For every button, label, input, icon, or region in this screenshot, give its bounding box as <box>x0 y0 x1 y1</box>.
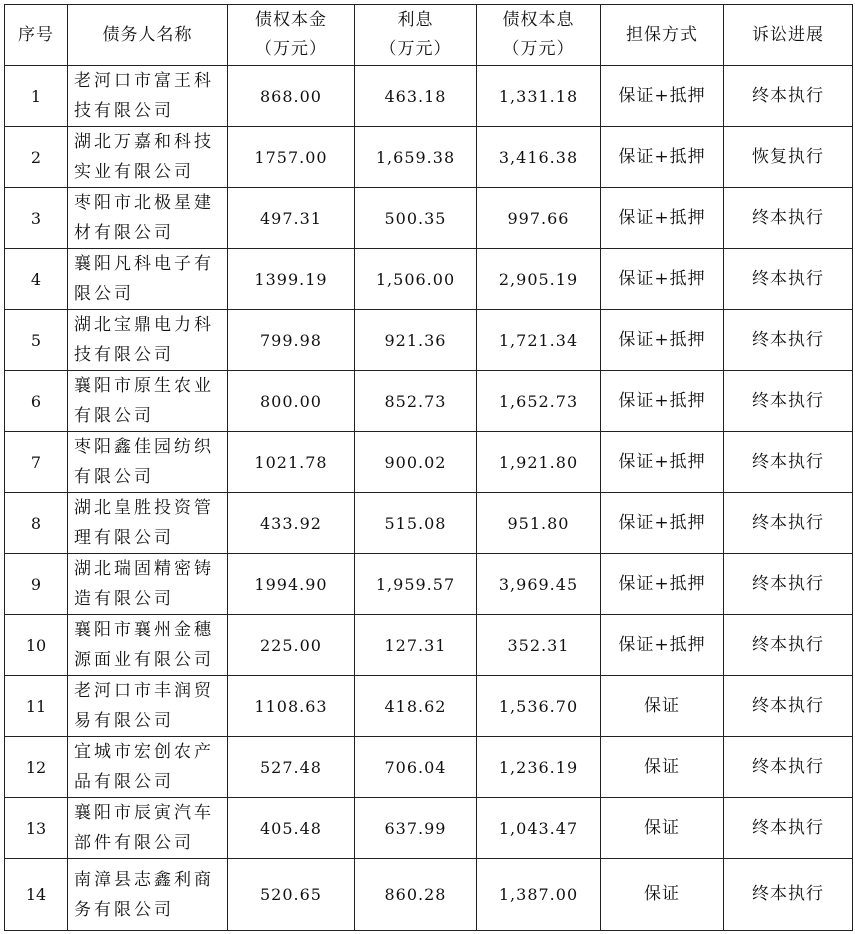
cell-debtor-name: 南漳县志鑫利商务有限公司 <box>68 859 228 931</box>
cell-debtor-name: 老河口市富王科技有限公司 <box>68 66 228 127</box>
header-total-unit: （万元） <box>502 39 575 59</box>
cell-total: 997.66 <box>477 188 601 249</box>
header-total-label: 债权本息 <box>502 10 575 30</box>
cell-debtor-name: 宜城市宏创农产品有限公司 <box>68 737 228 798</box>
table-row <box>5 249 853 310</box>
cell-total: 1,536.70 <box>477 676 601 737</box>
debt-table <box>4 4 853 931</box>
cell-guarantee: 保证+抵押 <box>601 188 724 249</box>
cell-principal: 800.00 <box>228 371 355 432</box>
cell-principal: 433.92 <box>228 493 355 554</box>
cell-interest: 921.36 <box>355 310 477 371</box>
cell-interest: 1,659.38 <box>355 127 477 188</box>
table-row <box>5 615 853 676</box>
table-row <box>5 798 853 859</box>
cell-total: 1,921.80 <box>477 432 601 493</box>
cell-guarantee: 保证+抵押 <box>601 554 724 615</box>
cell-index: 7 <box>5 432 68 493</box>
cell-litigation: 终本执行 <box>724 554 853 615</box>
cell-debtor-name: 湖北瑞固精密铸造有限公司 <box>68 554 228 615</box>
cell-debtor-name: 湖北万嘉和科技实业有限公司 <box>68 127 228 188</box>
cell-interest: 500.35 <box>355 188 477 249</box>
cell-index: 10 <box>5 615 68 676</box>
cell-index: 8 <box>5 493 68 554</box>
cell-guarantee: 保证+抵押 <box>601 615 724 676</box>
cell-principal: 1399.19 <box>228 249 355 310</box>
cell-debtor-name: 湖北宝鼎电力科技有限公司 <box>68 310 228 371</box>
cell-litigation: 终本执行 <box>724 310 853 371</box>
cell-interest: 900.02 <box>355 432 477 493</box>
cell-litigation: 终本执行 <box>724 188 853 249</box>
cell-principal: 497.31 <box>228 188 355 249</box>
cell-total: 1,043.47 <box>477 798 601 859</box>
cell-guarantee: 保证+抵押 <box>601 127 724 188</box>
table-row <box>5 859 853 931</box>
cell-debtor-name: 湖北皇胜投资管理有限公司 <box>68 493 228 554</box>
cell-guarantee: 保证+抵押 <box>601 66 724 127</box>
cell-index: 9 <box>5 554 68 615</box>
cell-guarantee: 保证 <box>601 676 724 737</box>
cell-total: 1,721.34 <box>477 310 601 371</box>
header-interest <box>355 5 477 66</box>
cell-total: 3,416.38 <box>477 127 601 188</box>
header-guarantee: 担保方式 <box>601 5 724 66</box>
header-litigation: 诉讼进展 <box>724 5 853 66</box>
cell-index: 4 <box>5 249 68 310</box>
cell-interest: 860.28 <box>355 859 477 931</box>
cell-index: 5 <box>5 310 68 371</box>
table-row <box>5 188 853 249</box>
cell-total: 1,331.18 <box>477 66 601 127</box>
cell-total: 1,652.73 <box>477 371 601 432</box>
header-principal <box>228 5 355 66</box>
cell-total: 1,387.00 <box>477 859 601 931</box>
cell-debtor-name: 襄阳市原生农业有限公司 <box>68 371 228 432</box>
cell-litigation: 终本执行 <box>724 798 853 859</box>
header-row <box>5 5 853 66</box>
header-principal-label: 债权本金 <box>255 10 327 30</box>
cell-guarantee: 保证 <box>601 859 724 931</box>
cell-litigation: 终本执行 <box>724 371 853 432</box>
cell-principal: 1021.78 <box>228 432 355 493</box>
cell-litigation: 终本执行 <box>724 859 853 931</box>
table-row <box>5 127 853 188</box>
cell-litigation: 终本执行 <box>724 432 853 493</box>
cell-debtor-name: 枣阳鑫佳园纺织有限公司 <box>68 432 228 493</box>
cell-guarantee: 保证+抵押 <box>601 249 724 310</box>
header-total <box>477 5 601 66</box>
cell-index: 12 <box>5 737 68 798</box>
header-debtor-name: 债务人名称 <box>68 5 228 66</box>
cell-principal: 225.00 <box>228 615 355 676</box>
cell-principal: 520.65 <box>228 859 355 931</box>
header-interest-label: 利息 <box>397 10 434 30</box>
cell-guarantee: 保证+抵押 <box>601 432 724 493</box>
cell-principal: 799.98 <box>228 310 355 371</box>
table-row <box>5 66 853 127</box>
table-row <box>5 310 853 371</box>
table-row <box>5 371 853 432</box>
cell-index: 2 <box>5 127 68 188</box>
cell-interest: 127.31 <box>355 615 477 676</box>
cell-litigation: 终本执行 <box>724 249 853 310</box>
cell-litigation: 终本执行 <box>724 493 853 554</box>
cell-interest: 1,506.00 <box>355 249 477 310</box>
cell-debtor-name: 枣阳市北极星建材有限公司 <box>68 188 228 249</box>
cell-index: 14 <box>5 859 68 931</box>
cell-interest: 852.73 <box>355 371 477 432</box>
cell-interest: 637.99 <box>355 798 477 859</box>
cell-guarantee: 保证+抵押 <box>601 493 724 554</box>
cell-litigation: 终本执行 <box>724 737 853 798</box>
cell-principal: 1757.00 <box>228 127 355 188</box>
cell-index: 1 <box>5 66 68 127</box>
cell-guarantee: 保证 <box>601 737 724 798</box>
cell-guarantee: 保证+抵押 <box>601 310 724 371</box>
cell-guarantee: 保证+抵押 <box>601 371 724 432</box>
cell-interest: 418.62 <box>355 676 477 737</box>
cell-index: 6 <box>5 371 68 432</box>
cell-debtor-name: 襄阳市辰寅汽车部件有限公司 <box>68 798 228 859</box>
cell-index: 3 <box>5 188 68 249</box>
cell-interest: 463.18 <box>355 66 477 127</box>
cell-total: 3,969.45 <box>477 554 601 615</box>
cell-litigation: 恢复执行 <box>724 127 853 188</box>
table-body <box>5 66 853 931</box>
cell-principal: 1108.63 <box>228 676 355 737</box>
cell-principal: 1994.90 <box>228 554 355 615</box>
cell-principal: 405.48 <box>228 798 355 859</box>
table-row <box>5 676 853 737</box>
cell-litigation: 终本执行 <box>724 676 853 737</box>
cell-principal: 868.00 <box>228 66 355 127</box>
cell-total: 951.80 <box>477 493 601 554</box>
cell-debtor-name: 襄阳凡科电子有限公司 <box>68 249 228 310</box>
cell-total: 1,236.19 <box>477 737 601 798</box>
table-row <box>5 432 853 493</box>
cell-litigation: 终本执行 <box>724 615 853 676</box>
header-principal-unit: （万元） <box>255 39 327 59</box>
cell-index: 13 <box>5 798 68 859</box>
cell-litigation: 终本执行 <box>724 66 853 127</box>
table-row <box>5 554 853 615</box>
cell-interest: 1,959.57 <box>355 554 477 615</box>
cell-interest: 706.04 <box>355 737 477 798</box>
header-interest-unit: （万元） <box>379 39 452 59</box>
cell-index: 11 <box>5 676 68 737</box>
cell-guarantee: 保证 <box>601 798 724 859</box>
cell-principal: 527.48 <box>228 737 355 798</box>
cell-total: 352.31 <box>477 615 601 676</box>
cell-debtor-name: 襄阳市襄州金穗源面业有限公司 <box>68 615 228 676</box>
cell-interest: 515.08 <box>355 493 477 554</box>
header-index: 序号 <box>5 5 68 66</box>
table-row <box>5 493 853 554</box>
cell-debtor-name: 老河口市丰润贸易有限公司 <box>68 676 228 737</box>
table-row <box>5 737 853 798</box>
cell-total: 2,905.19 <box>477 249 601 310</box>
